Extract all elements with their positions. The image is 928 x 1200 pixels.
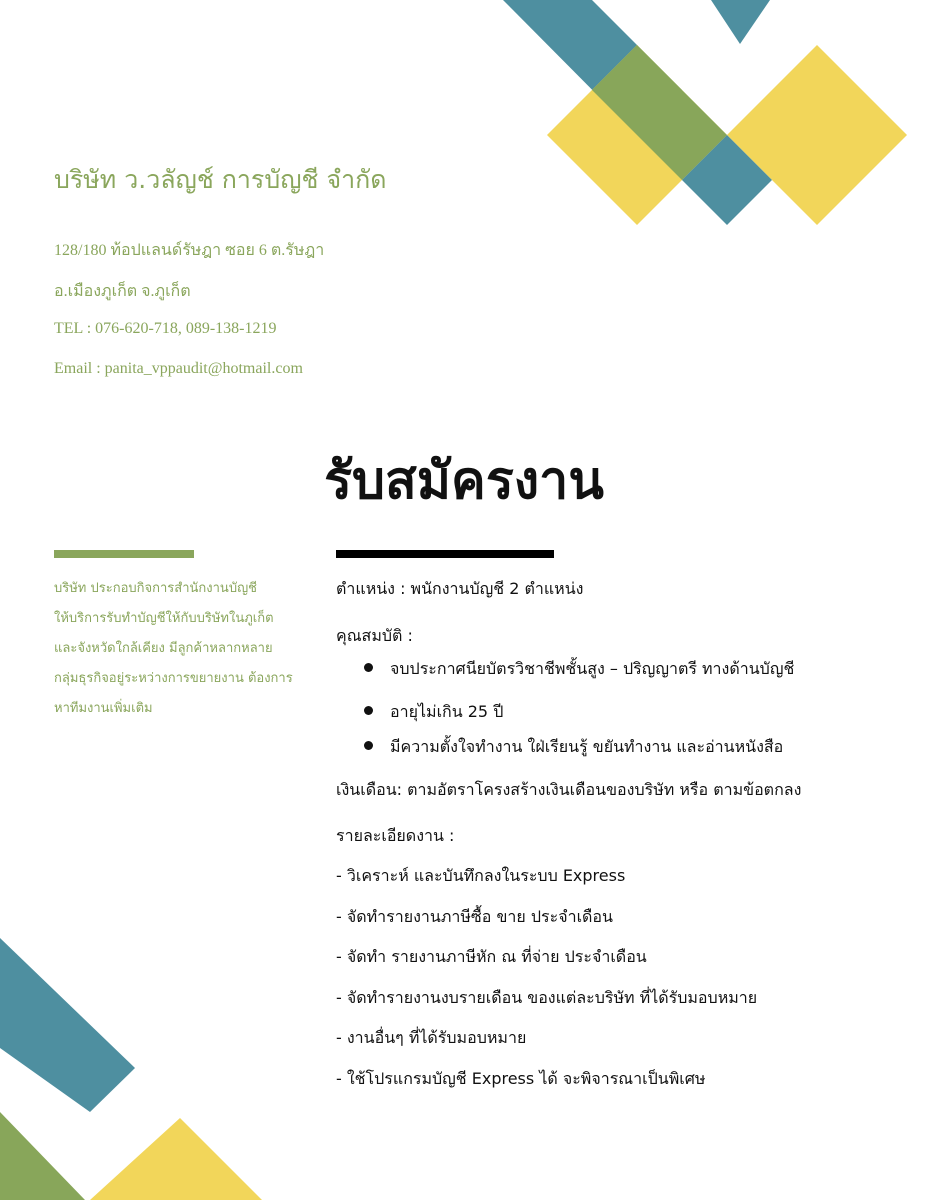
detail-item: - วิเคราะห์ และบันทึกลงในระบบ Express	[336, 866, 626, 885]
description-line: กลุ่มธุรกิจอยู่ระหว่างการขยายงาน ต้องการ	[54, 671, 293, 686]
teal-triangle-top	[711, 0, 770, 44]
description-line: บริษัท ประกอบกิจการสำนักงานบัญชี	[54, 581, 257, 596]
qualification-item: มีความตั้งใจทำงาน ใฝ่เรียนรู้ ขยันทำงาน และอ่านหนังสือ	[390, 737, 784, 756]
bullet-icon	[364, 663, 373, 672]
sidebar-divider	[54, 550, 194, 558]
company-description	[54, 574, 316, 724]
telephone: TEL : 076-620-718, 089-138-1219	[54, 320, 277, 337]
yellow-diamond-bottom	[90, 1118, 262, 1200]
detail-item: - จัดทำรายงานงบรายเดือน ของแต่ละบริษัท ที่ได้รับมอบหมาย	[336, 988, 758, 1007]
teal-stripe-bottom	[0, 938, 135, 1112]
salary: เงินเดือน: ตามอัตราโครงสร้างเงินเดือนของบริษัท หรือ ตามข้อตกลง	[336, 780, 802, 799]
address-line-1: 128/180 ท้อปแลนด์รัษฎา ซอย 6 ต.รัษฎา	[54, 242, 325, 259]
description-line: และจังหวัดใกล้เคียง มีลูกค้าหลากหลาย	[54, 641, 273, 656]
address-line-2: อ.เมืองภูเก็ต จ.ภูเก็ต	[54, 283, 191, 300]
bullet-icon	[364, 706, 373, 715]
qualifications-label: คุณสมบัติ :	[336, 626, 413, 645]
green-triangle-bottom	[0, 1112, 85, 1200]
details-label: รายละเอียดงาน :	[336, 826, 455, 845]
email: Email : panita_vppaudit@hotmail.com	[54, 360, 303, 377]
company-name: บริษัท ว.วลัญช์ การบัญชี จำกัด	[54, 165, 387, 194]
description-line: หาทีมงานเพิ่มเติม	[54, 701, 153, 716]
position: ตำแหน่ง : พนักงานบัญชี 2 ตำแหน่ง	[336, 579, 584, 598]
qualification-item: อายุไม่เกิน 25 ปี	[390, 702, 504, 721]
bullet-icon	[364, 741, 373, 750]
qualification-item: จบประกาศนียบัตรวิชาชีพชั้นสูง – ปริญญาตรี ทางด้านบัญชี	[390, 659, 795, 678]
detail-item: - จัดทำ รายงานภาษีหัก ณ ที่จ่าย ประจำเดือน	[336, 947, 647, 966]
detail-item: - จัดทำรายงานภาษีซื้อ ขาย ประจำเดือน	[336, 907, 613, 926]
detail-item: - ใช้โปรแกรมบัญชี Express ได้ จะพิจารณาเป็นพิเศษ	[336, 1069, 706, 1088]
page-title: รับสมัครงาน	[324, 451, 604, 511]
description-line: ให้บริการรับทำบัญชีให้กับบริษัทในภูเก็ต	[54, 611, 274, 626]
main-divider	[336, 550, 554, 558]
detail-item: - งานอื่นๆ ที่ได้รับมอบหมาย	[336, 1028, 527, 1047]
